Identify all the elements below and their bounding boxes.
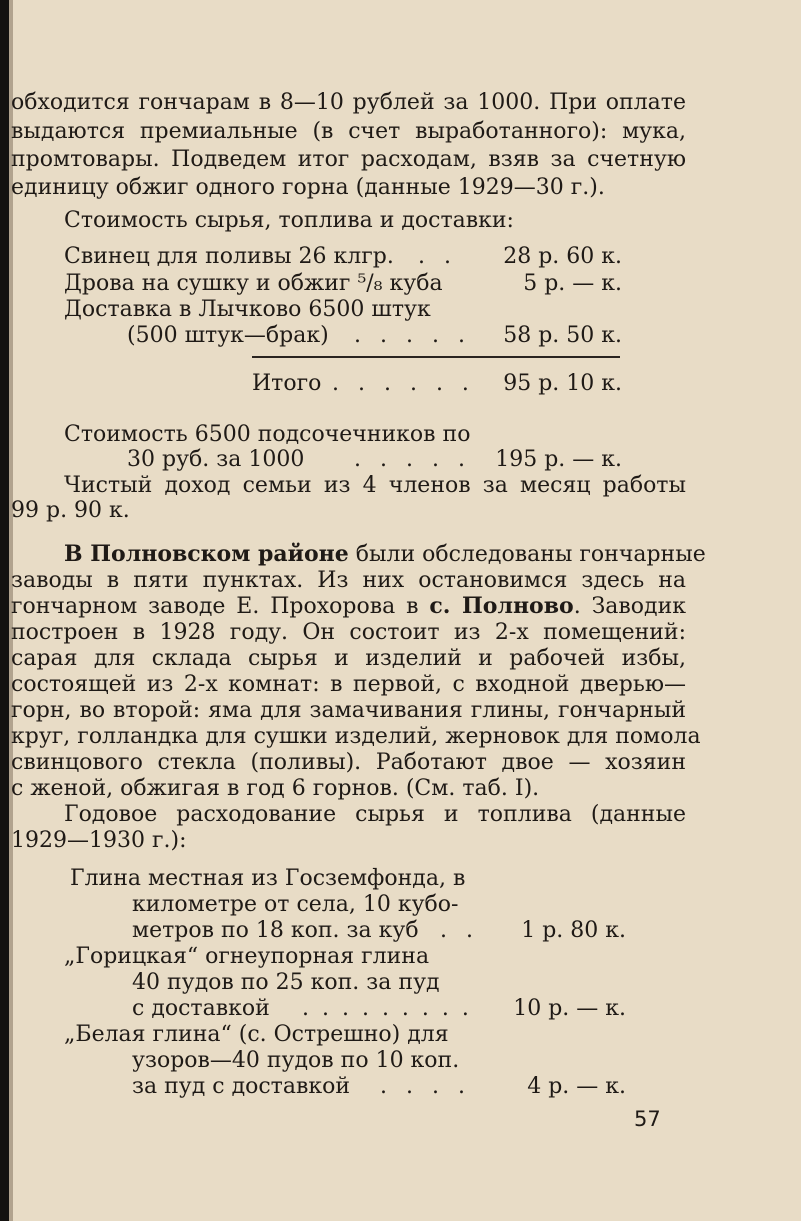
leader-dots: . . . . . — [354, 447, 471, 472]
material-line: Глина местная из Госземфонда, в — [70, 866, 466, 891]
text-line: единицу обжиг одного горна (данные 1929—30 г.). — [11, 175, 605, 200]
material-line: с доставкой — [132, 996, 270, 1021]
page-number: 57 — [634, 1107, 661, 1131]
material-value: 1 р. 80 к. — [521, 918, 626, 943]
text-span: гончарном заводе Е. Прохорова в — [11, 594, 430, 619]
material-line: „Белая глина“ (с. Острешно) для — [64, 1022, 449, 1047]
cost-label: Дрова на сушку и обжиг ⁵/₈ куба — [64, 271, 443, 296]
total-value: 95 р. 10 к. — [503, 371, 622, 396]
leader-dots: . . — [440, 918, 479, 943]
text-line: 1929—1930 г.): — [11, 828, 187, 853]
leader-dots: . . . . . . — [332, 371, 475, 396]
material-line: метров по 18 коп. за куб — [132, 918, 419, 943]
cost-label: (500 штук—брак) — [127, 323, 329, 348]
cost-value: 58 р. 50 к. — [503, 323, 622, 348]
sum-rule — [252, 356, 620, 358]
income-value: 99 р. 90 к. — [11, 498, 130, 523]
text-line — [64, 541, 706, 569]
cost-value: 28 р. 60 к. — [503, 244, 622, 269]
leader-dots: . . — [418, 244, 457, 269]
material-line: за пуд с доставкой — [132, 1074, 351, 1099]
cost-label: Доставка в Лычково 6500 штук — [64, 297, 431, 322]
text-line: обходится гончарам в 8—10 рублей за 1000. При оплате — [11, 90, 686, 115]
text-span: были обследованы гончарные — [348, 542, 706, 567]
material-line: „Горицкая“ огнеупорная глина — [64, 944, 430, 969]
text-line: сарая для склада сырья и изделий и рабочей избы, — [11, 646, 686, 671]
cost-label: Свинец для поливы 26 клгр. — [64, 244, 394, 269]
text-span: . Заводик — [573, 594, 686, 619]
text-line: Стоимость 6500 подсочечников по — [64, 422, 471, 447]
text-line: с женой, обжигая в год 6 горнов. (См. таб. I). — [11, 776, 540, 801]
material-value: 10 р. — к. — [513, 996, 626, 1021]
text-line: Годовое расходование сырья и топлива (данные — [64, 802, 686, 827]
text-line: круг, голландка для сушки изделий, жерновок для помола — [11, 724, 701, 749]
material-value: 4 р. — к. — [527, 1074, 626, 1099]
text-line: промтовары. Подведем итог расходам, взяв за счетную — [11, 147, 686, 172]
total-label: Итого — [252, 371, 322, 396]
text-line — [11, 593, 686, 621]
cost-value: 195 р. — к. — [495, 447, 622, 472]
text-line: выдаются премиальные (в счет выработанного): мука, — [11, 119, 686, 144]
village-name: с. Полново — [429, 593, 574, 619]
text-line: состоящей из 2-х комнат: в первой, с входной дверью— — [11, 672, 686, 697]
text-line: свинцового стекла (поливы). Работают двое — хозяин — [11, 750, 686, 775]
material-line: километре от села, 10 кубо- — [132, 892, 459, 917]
cost-value: 5 р. — к. — [523, 271, 622, 296]
text-line: заводы в пяти пунктах. Из них остановимся здесь на — [11, 568, 686, 593]
leader-dots: . . . . . . . . . — [302, 996, 472, 1021]
cost-label: 30 руб. за 1000 — [127, 447, 305, 472]
text-line: горн, во второй: яма для замачивания глины, гончарный — [11, 698, 686, 723]
book-spine-shadow — [0, 0, 9, 1221]
district-name: В Полновском районе — [64, 541, 349, 567]
text-line: построен в 1928 году. Он состоит из 2-х помещений: — [11, 620, 686, 645]
leader-dots: . . . . — [380, 1074, 471, 1099]
material-line: узоров—40 пудов по 10 коп. — [132, 1048, 460, 1073]
leader-dots: . . . . . — [354, 323, 471, 348]
material-line: 40 пудов по 25 коп. за пуд — [132, 970, 440, 995]
income-line: Чистый доход семьи из 4 членов за месяц работы — [64, 473, 686, 498]
costs-heading: Стоимость сырья, топлива и доставки: — [64, 208, 514, 233]
